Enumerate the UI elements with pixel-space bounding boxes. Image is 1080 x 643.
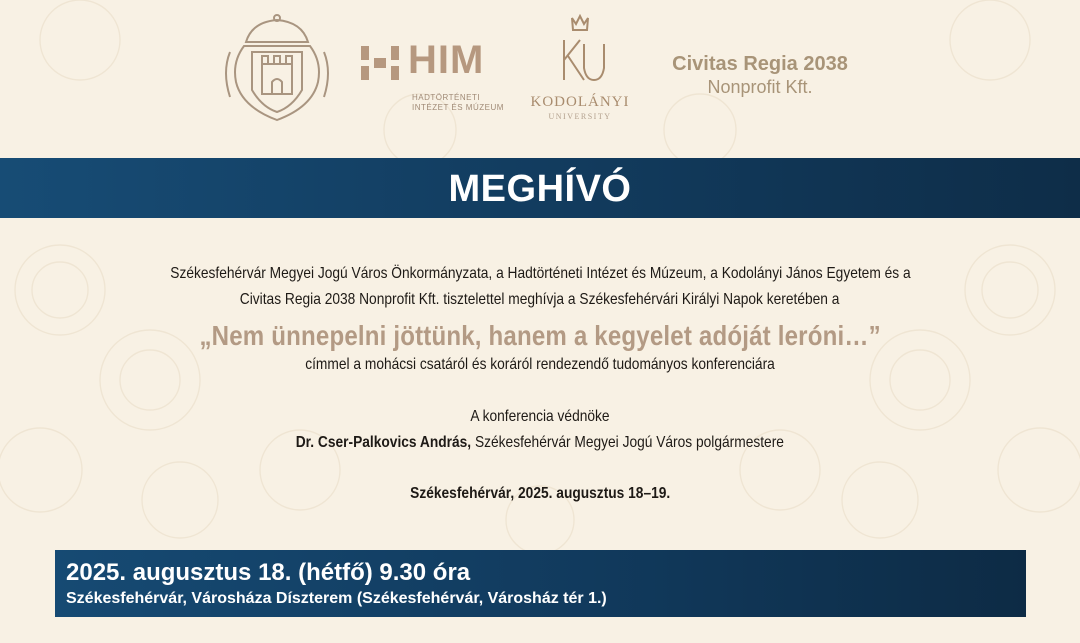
invitation-line-3-text: címmel a mohácsi csatáról és koráról rendezendő tudományos konferenciára [305,356,775,373]
szekesfehervar-crest-logo [222,12,332,124]
invitation-line-1-text: Székesfehérvár Megyei Jogú Város Önkormányzata, a Hadtörténeti Intézet és Múzeum, a Kodolányi János Egyetem és a [169,265,911,282]
patron-label [0,408,1080,426]
patron-title: Székesfehérvár Megyei Jogú Város polgármestere [471,434,785,451]
page-title: MEGHÍVÓ [448,168,632,210]
place-and-date-text: Székesfehérvár, 2025. augusztus 18–19. [409,485,671,502]
him-subtitle [412,93,512,113]
place-and-date [0,485,1080,503]
patron-line [0,434,1080,452]
ku-university: UNIVERSITY [548,112,612,121]
ku-name: KODOLÁNYI [530,94,630,110]
patron-name: Dr. Cser-Palkovics András, [295,434,472,451]
patron-line-text [296,434,784,452]
him-logo [360,38,504,115]
civitas-regia-logo [655,52,865,98]
conference-title-quote [0,320,1080,352]
title-banner [0,158,1080,218]
event-details-box [55,550,1026,617]
civitas-line2: Nonprofit Kft. [707,77,813,97]
patron-label-text: A konferencia védnöke [470,408,610,425]
invitation-line-1 [0,265,1080,283]
crest-icon [222,12,332,124]
kodolanyi-logo [528,14,632,124]
him-subtitle-line2: INTÉZET ÉS MÚZEUM [412,103,504,112]
civitas-line1: Civitas Regia 2038 [672,53,848,75]
invitation-line-2-text: Civitas Regia 2038 Nonprofit Kft. tisztelettel meghívja a Székesfehérvári Királyi Napok keretében a [240,291,840,308]
him-title: HIM [408,38,485,82]
event-location: Székesfehérvár, Városháza Díszterem (Székesfehérvár, Városház tér 1.) [66,590,607,607]
conference-title-text: „Nem ünnepelni jöttünk, hanem a kegyelet adóját leróni…” [199,320,881,351]
him-subtitle-line1: HADTÖRTÉNETI [412,93,481,102]
him-mark-icon [360,44,400,84]
event-date-time: 2025. augusztus 18. (hétfő) 9.30 óra [66,559,471,586]
invitation-line-3 [0,356,1080,374]
invitation-line-2 [0,291,1080,309]
ku-monogram-icon [550,14,610,92]
